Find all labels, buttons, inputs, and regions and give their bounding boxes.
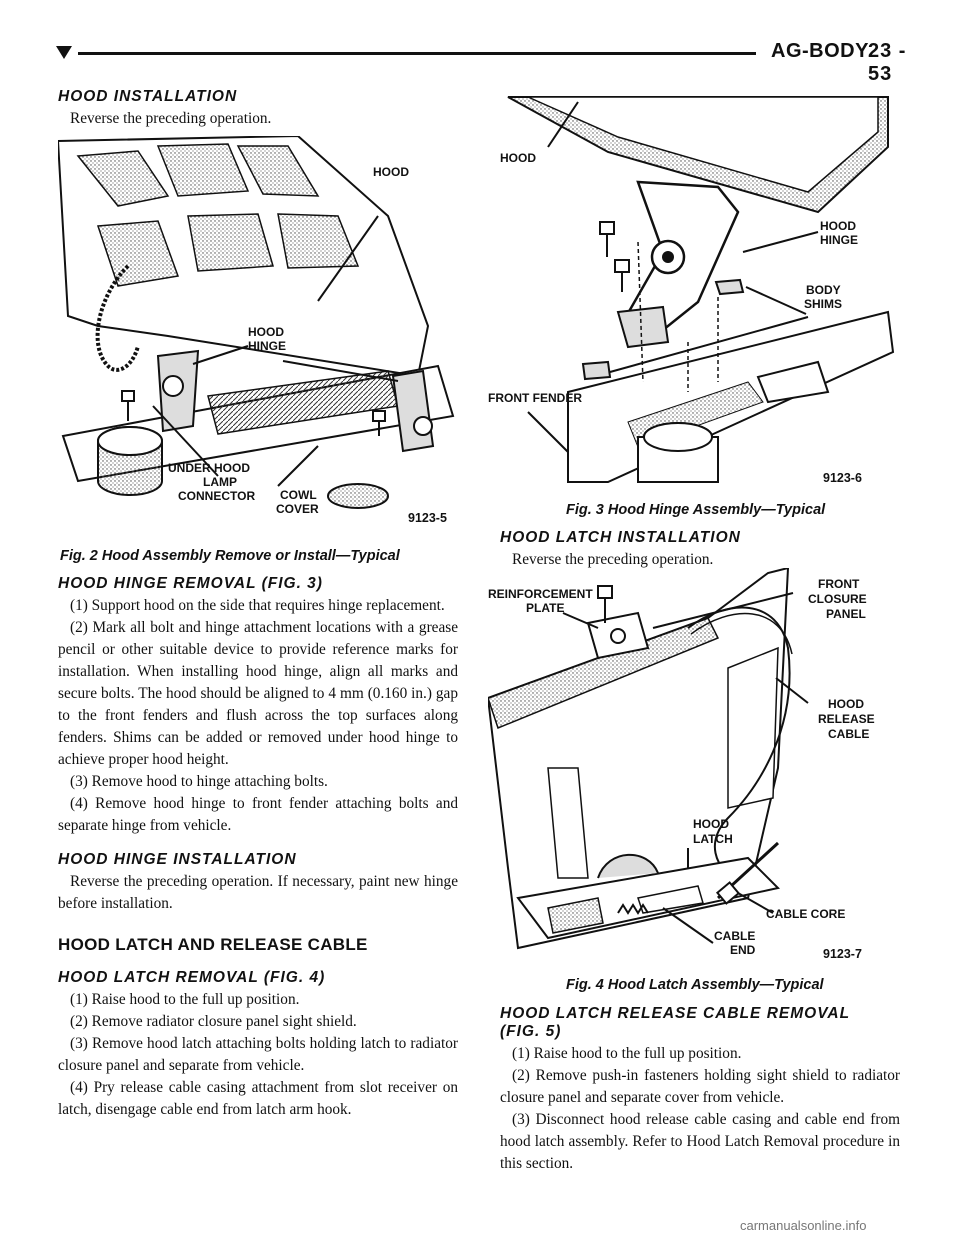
fig3-label-hinge-2: HINGE [820,233,859,247]
fig2-label-lamp-3: CONNECTOR [178,489,256,503]
left-column-lower [58,575,458,1121]
fig2-label-lamp-1: UNDER HOOD [168,461,251,475]
fig4-label-release-1: HOOD [828,697,864,711]
fig3-number: 9123-6 [823,471,862,485]
latch-installation-text: Reverse the preceding operation. [512,551,714,568]
cable-removal-step-3: (3) Disconnect hood release cable casing and cable end from hood latch assembly. Refer to Hood Latch Removal procedure in this section. [500,1111,900,1172]
heading-latch-installation: HOOD LATCH INSTALLATION [500,529,741,546]
fig2-number: 9123-5 [408,511,447,525]
fig4-label-closure-3: PANEL [826,607,866,621]
heading-hinge-removal: HOOD HINGE REMOVAL (FIG. 3) [58,575,323,592]
figure-2-hood-assembly [58,136,458,526]
fig4-label-release-3: CABLE [828,727,870,741]
hinge-removal-step-3: (3) Remove hood to hinge attaching bolts. [70,773,328,790]
latch-removal-step-3: (3) Remove hood latch attaching bolts holding latch to radiator closure panel and separate from vehicle. [58,1035,458,1074]
fig4-label-plate-2: PLATE [526,601,565,615]
hood-hinge-illustration [488,92,898,492]
heading-hood-installation: HOOD INSTALLATION [58,88,238,105]
cable-removal-step-1: (1) Raise hood to the full up position. [512,1045,742,1062]
cable-removal-step-2: (2) Remove push-in fasteners holding sight shield to radiator closure panel and separate cover from vehicle. [500,1067,900,1106]
hinge-removal-step-1: (1) Support hood on the side that requires hinge replacement. [70,597,445,614]
fig4-label-latch-2: LATCH [693,832,733,846]
hinge-removal-step-2: (2) Mark all bolt and hinge attachment locations with a grease pencil or other suitable device to provide reference marks for installation. When installing hood hinge, align all marks and secure bolts. The hood should be aligned to 4 mm (0.160 in.) gap to the front fenders and flush across the top surfaces along fenders. Shims can be added or removed under hood hinge to achieve proper hood height. [58,619,458,768]
page-header [56,38,912,85]
fig2-label-cowl-2: COVER [276,502,319,516]
fig2-caption: Fig. 2 Hood Assembly Remove or Install—Typical [60,548,400,564]
hood-installation-text: Reverse the preceding operation. [70,110,272,127]
latch-installation-block [500,529,900,571]
watermark-text: carmanualsonline.info [740,1218,867,1233]
left-column [58,88,458,130]
fig2-label-lamp-2: LAMP [203,475,237,489]
hood-latch-illustration [488,568,898,968]
heading-cable-removal-2: (FIG. 5) [500,1023,562,1040]
fig4-label-end-1: CABLE [714,929,756,943]
figure-4-hood-latch [488,568,898,968]
page-number: 23 - 53 [868,40,907,85]
header-rule [78,52,756,55]
figure-3-hood-hinge [488,92,898,492]
fig3-label-shims-2: SHIMS [804,297,843,311]
cable-removal-block [500,1005,900,1175]
fig3-label-shims-1: BODY [806,283,841,297]
fig2-label-hinge-2: HINGE [248,339,287,353]
fig4-label-release-2: RELEASE [818,712,875,726]
fig3-caption: Fig. 3 Hood Hinge Assembly—Typical [566,502,826,518]
latch-removal-step-2: (2) Remove radiator closure panel sight shield. [70,1013,357,1030]
fig4-caption: Fig. 4 Hood Latch Assembly—Typical [566,977,824,993]
fig4-number: 9123-7 [823,947,862,961]
fig4-label-closure-2: CLOSURE [808,592,867,606]
fig2-label-hood: HOOD [373,165,409,179]
hinge-installation-text: Reverse the preceding operation. If necessary, paint new hinge before installation. [58,873,458,912]
section-marker-icon [56,46,72,59]
fig4-label-latch-1: HOOD [693,817,729,831]
heading-latch-removal: HOOD LATCH REMOVAL (FIG. 4) [58,969,326,986]
heading-hinge-installation: HOOD HINGE INSTALLATION [58,851,297,868]
fig4-label-closure-1: FRONT [818,577,860,591]
fig4-label-end-2: END [730,943,756,957]
fig2-label-hinge-1: HOOD [248,325,284,339]
fig3-label-hood: HOOD [500,151,536,165]
fig4-label-cable-core: CABLE CORE [766,907,846,921]
hood-assembly-illustration [58,136,458,526]
fig3-label-hinge-1: HOOD [820,219,856,233]
fig4-label-plate-1: REINFORCEMENT [488,587,593,601]
fig3-label-fender: FRONT FENDER [488,391,582,405]
section-title: AG-BODY [771,40,869,62]
latch-removal-step-1: (1) Raise hood to the full up position. [70,991,300,1008]
latch-removal-step-4: (4) Pry release cable casing attachment from slot receiver on latch, disengage cable end from latch arm hook. [58,1079,458,1118]
fig2-label-cowl-1: COWL [280,488,317,502]
heading-cable-removal-1: HOOD LATCH RELEASE CABLE REMOVAL [500,1005,851,1022]
heading-latch-and-cable: HOOD LATCH AND RELEASE CABLE [58,935,368,954]
hinge-removal-step-4: (4) Remove hood hinge to front fender attaching bolts and separate hinge from vehicle. [58,795,458,834]
